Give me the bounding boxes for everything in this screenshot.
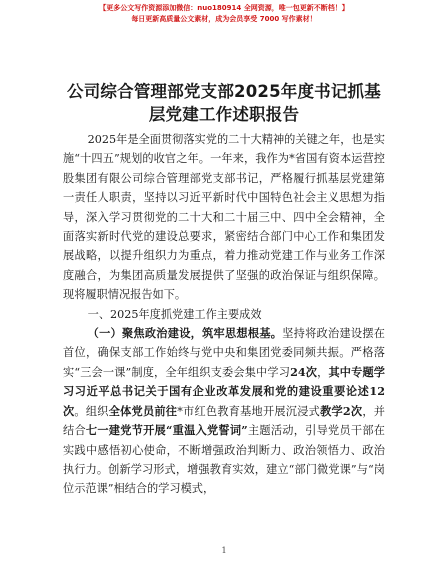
paragraph-text: 主题活动，引导党员干部在实践中感悟初心使命，不断增强政治判断力、政治领悟力、政治执行力。创新学习形式，增强教育实效，建立“部门微党课”与“岗位示范课”相结合的学习模式， <box>63 424 385 496</box>
paragraph-text: 。组织 <box>74 404 109 418</box>
document-body <box>63 130 385 499</box>
paragraph-text: *市红色教育基地开展沉浸式 <box>177 404 321 418</box>
document-title: 公司综合管理部党支部2025年度书记抓基层党建工作述职报告 <box>67 82 381 124</box>
emphasis-text: 24次 <box>290 364 318 379</box>
promo-banner-line-2: 每日更新高质量公文素材，成为会员享受 7000 写作素材！ <box>131 15 317 23</box>
emphasis-text: 七一建党节开展“重温入党誓词” <box>85 423 248 438</box>
page-number: 1 <box>221 546 227 555</box>
emphasis-text: 教学2次 <box>320 403 363 418</box>
emphasis-text: 其中专题学习习近平总书记关于国有企业改革发展和党的建设重要论述12次 <box>63 364 385 418</box>
emphasis-text: 全体党员前往 <box>108 403 178 418</box>
promo-banner-line-1: 【更多公文写作资源添加微信：nuo180914 全网资源，唯一包更新不断档！】 <box>99 4 349 12</box>
intro-paragraph: 2025年是全面贯彻落实党的二十大精神的关键之年，也是实施“十四五”规划的收官之年。一年来，我作为*省国有资本运营控股集团有限公司综合管理部党支部书记，严格履行抓基层党建第一责任人职责，坚持以习近平新时代中国特色社会主义思想为指导，深入学习贯彻党的二十大和二十届三中、四中全会精神，全面落实新时代党的建设总要求，紧密结合部门中心工作和集团发展战略，以提升组织力为重点，着力推动党建工作与业务工作深度融合，为集团高质量发展提供了坚强的政治保证与组织保障。现将履职情况报告如下。 <box>63 133 385 302</box>
paragraph-text: 坚持将政治建设摆在首位，确保支部工作始终与党中央和集团党委同频共振。严格落实“三会一课”制度，全年组织支委会集中学习 <box>63 327 385 379</box>
subsection-lead: （一）聚焦政治建设，筑牢思想根基。 <box>87 326 283 341</box>
section-paragraph-1 <box>63 324 385 499</box>
paragraph-text: ， <box>317 365 329 379</box>
promo-banner <box>0 3 448 25</box>
section-heading: 一、2025年度抓党建工作主要成效 <box>87 307 262 321</box>
paragraph-text: ，并结合 <box>63 404 385 438</box>
